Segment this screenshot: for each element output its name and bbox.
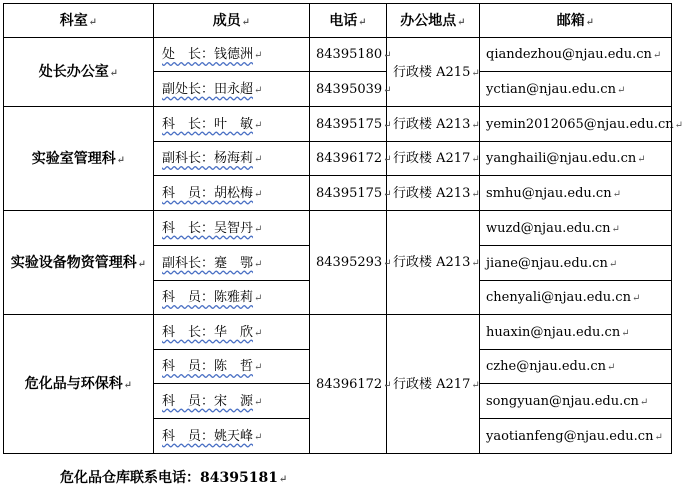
header-email: 邮箱↵ <box>480 4 672 38</box>
table-row <box>4 107 672 142</box>
member-cell: 科 员：宋 源↵ <box>154 384 310 419</box>
phone-cell: 84395175↵ <box>310 176 387 211</box>
member-cell: 副科长：蹇 鄂↵ <box>154 246 310 281</box>
warehouse-phone-note: 危化品仓库联系电话：84395181↵ <box>60 470 288 486</box>
office-cell: 行政楼 A217↵ <box>387 315 480 454</box>
phone-cell: 84396172↵ <box>310 315 387 454</box>
member-cell: 科 长：叶 敏↵ <box>154 107 310 142</box>
email-cell: qiandezhou@njau.edu.cn↵ <box>480 38 672 72</box>
contact-table <box>3 3 683 454</box>
email-cell: yaotianfeng@njau.edu.cn↵ <box>480 419 672 454</box>
table-row <box>4 211 672 246</box>
dept-cell: 实验设备物资管理科↵ <box>4 211 154 315</box>
office-cell: 行政楼 A215↵ <box>387 38 480 107</box>
office-cell: 行政楼 A213↵ <box>387 211 480 315</box>
member-cell: 处 长：钱德洲↵ <box>154 38 310 72</box>
table-row <box>4 38 672 72</box>
dept-cell: 实验室管理科↵ <box>4 107 154 211</box>
phone-cell: 84395039↵ <box>310 72 387 107</box>
header-row <box>4 4 672 38</box>
phone-cell: 84395293↵ <box>310 211 387 315</box>
header-dept: 科室↵ <box>4 4 154 38</box>
email-cell: chenyali@njau.edu.cn↵ <box>480 281 672 315</box>
phone-cell: 84395175↵ <box>310 107 387 142</box>
member-cell: 科 长：华 欣↵ <box>154 315 310 350</box>
member-cell: 科 长：吴智丹↵ <box>154 211 310 246</box>
header-member: 成员↵ <box>154 4 310 38</box>
office-cell: 行政楼 A213↵ <box>387 107 480 142</box>
header-office: 办公地点↵ <box>387 4 480 38</box>
office-cell: 行政楼 A213↵ <box>387 176 480 211</box>
email-cell: huaxin@njau.edu.cn↵ <box>480 315 672 350</box>
email-cell: yanghaili@njau.edu.cn↵ <box>480 142 672 176</box>
office-cell: 行政楼 A217↵ <box>387 142 480 176</box>
phone-cell: 84395180↵ <box>310 38 387 72</box>
phone-cell: 84396172↵ <box>310 142 387 176</box>
member-cell: 科 员：陈雅莉↵ <box>154 281 310 315</box>
dept-cell: 危化品与环保科↵ <box>4 315 154 454</box>
table-row <box>4 315 672 350</box>
header-phone: 电话↵ <box>310 4 387 38</box>
email-cell: czhe@njau.edu.cn↵ <box>480 350 672 384</box>
member-cell: 科 员：姚天峰↵ <box>154 419 310 454</box>
member-cell: 科 员：陈 哲↵ <box>154 350 310 384</box>
email-cell: jiane@njau.edu.cn↵ <box>480 246 672 281</box>
email-cell: yemin2012065@njau.edu.cn↵ <box>480 107 672 142</box>
email-cell: songyuan@njau.edu.cn↵ <box>480 384 672 419</box>
dept-cell: 处长办公室↵ <box>4 38 154 107</box>
member-cell: 科 员：胡松梅↵ <box>154 176 310 211</box>
member-cell: 副科长：杨海莉↵ <box>154 142 310 176</box>
email-cell: smhu@njau.edu.cn↵ <box>480 176 672 211</box>
email-cell: yctian@njau.edu.cn↵ <box>480 72 672 107</box>
member-cell: 副处长：田永超↵ <box>154 72 310 107</box>
email-cell: wuzd@njau.edu.cn↵ <box>480 211 672 246</box>
